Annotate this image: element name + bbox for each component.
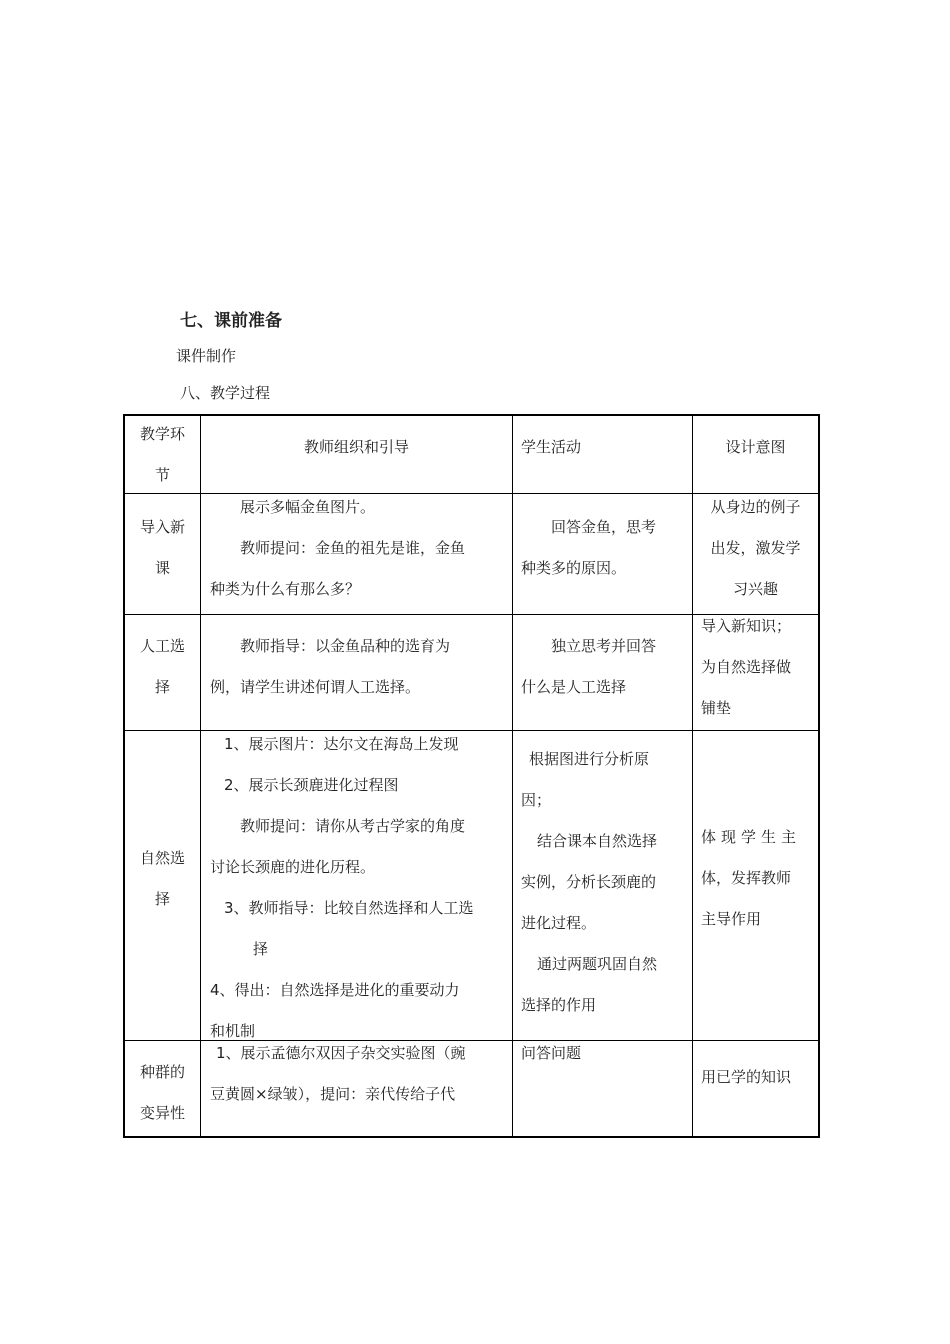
table-border-bottom bbox=[123, 1136, 820, 1138]
intent-cell: 体现学生主 体，发挥教师 主导作用 bbox=[701, 828, 802, 928]
stage-cell: 自然选 择 bbox=[139, 849, 185, 908]
section-heading-prep: 七、课前准备 bbox=[180, 311, 282, 331]
header-intent: 设计意图 bbox=[725, 438, 786, 456]
teacher-cell: 1、展示孟德尔双因子杂交实验图（豌 豆黄圆×绿皱），提问：亲代传给子代 bbox=[210, 1044, 466, 1103]
student-cell: 根据图进行分析原 因； 结合课本自然选择 实例，分析长颈鹿的 进化过程。 通过两题巩固自然 选择的作用 bbox=[521, 750, 658, 1014]
teacher-cell: 1、展示图片：达尔文在海岛上发现 2、展示长颈鹿进化过程图 教师提问：请你从考古学家的角度 讨论长颈鹿的进化历程。 3、教师指导：比较自然选择和人工选 择 4、得出：自然选择是进化的重要动力 和机制 bbox=[210, 735, 474, 1040]
column-divider bbox=[200, 414, 201, 1138]
header-teacher: 教师组织和引导 bbox=[303, 438, 409, 456]
stage-cell: 导入新 课 bbox=[139, 518, 185, 577]
table-border-right bbox=[818, 414, 820, 1138]
intent-cell: 用已学的知识 bbox=[701, 1068, 792, 1086]
section-heading-process: 八、教学过程 bbox=[180, 384, 271, 402]
intent-cell: 导入新知识； 为自然选择做 铺垫 bbox=[701, 617, 792, 717]
header-student: 学生活动 bbox=[521, 438, 582, 456]
intent-cell: 从身边的例子 出发，激发学 习兴趣 bbox=[710, 498, 801, 598]
column-divider bbox=[512, 414, 513, 1138]
student-cell: 问答问题 bbox=[521, 1044, 582, 1062]
prep-item: 课件制作 bbox=[176, 347, 237, 365]
teacher-cell: 展示多幅金鱼图片。 教师提问：金鱼的祖先是谁，金鱼 种类为什么有那么多？ bbox=[210, 498, 466, 598]
table-border-top bbox=[123, 414, 820, 416]
teaching-process-table bbox=[123, 414, 820, 1138]
student-cell: 回答金鱼，思考 种类多的原因。 bbox=[521, 518, 657, 577]
stage-cell: 种群的 变异性 bbox=[139, 1063, 185, 1122]
stage-cell: 人工选 择 bbox=[139, 637, 185, 696]
student-cell: 独立思考并回答 什么是人工选择 bbox=[521, 637, 657, 696]
teacher-cell: 教师指导：以金鱼品种的选育为 例，请学生讲述何谓人工选择。 bbox=[210, 637, 451, 696]
header-stage: 教学环 节 bbox=[139, 425, 185, 484]
